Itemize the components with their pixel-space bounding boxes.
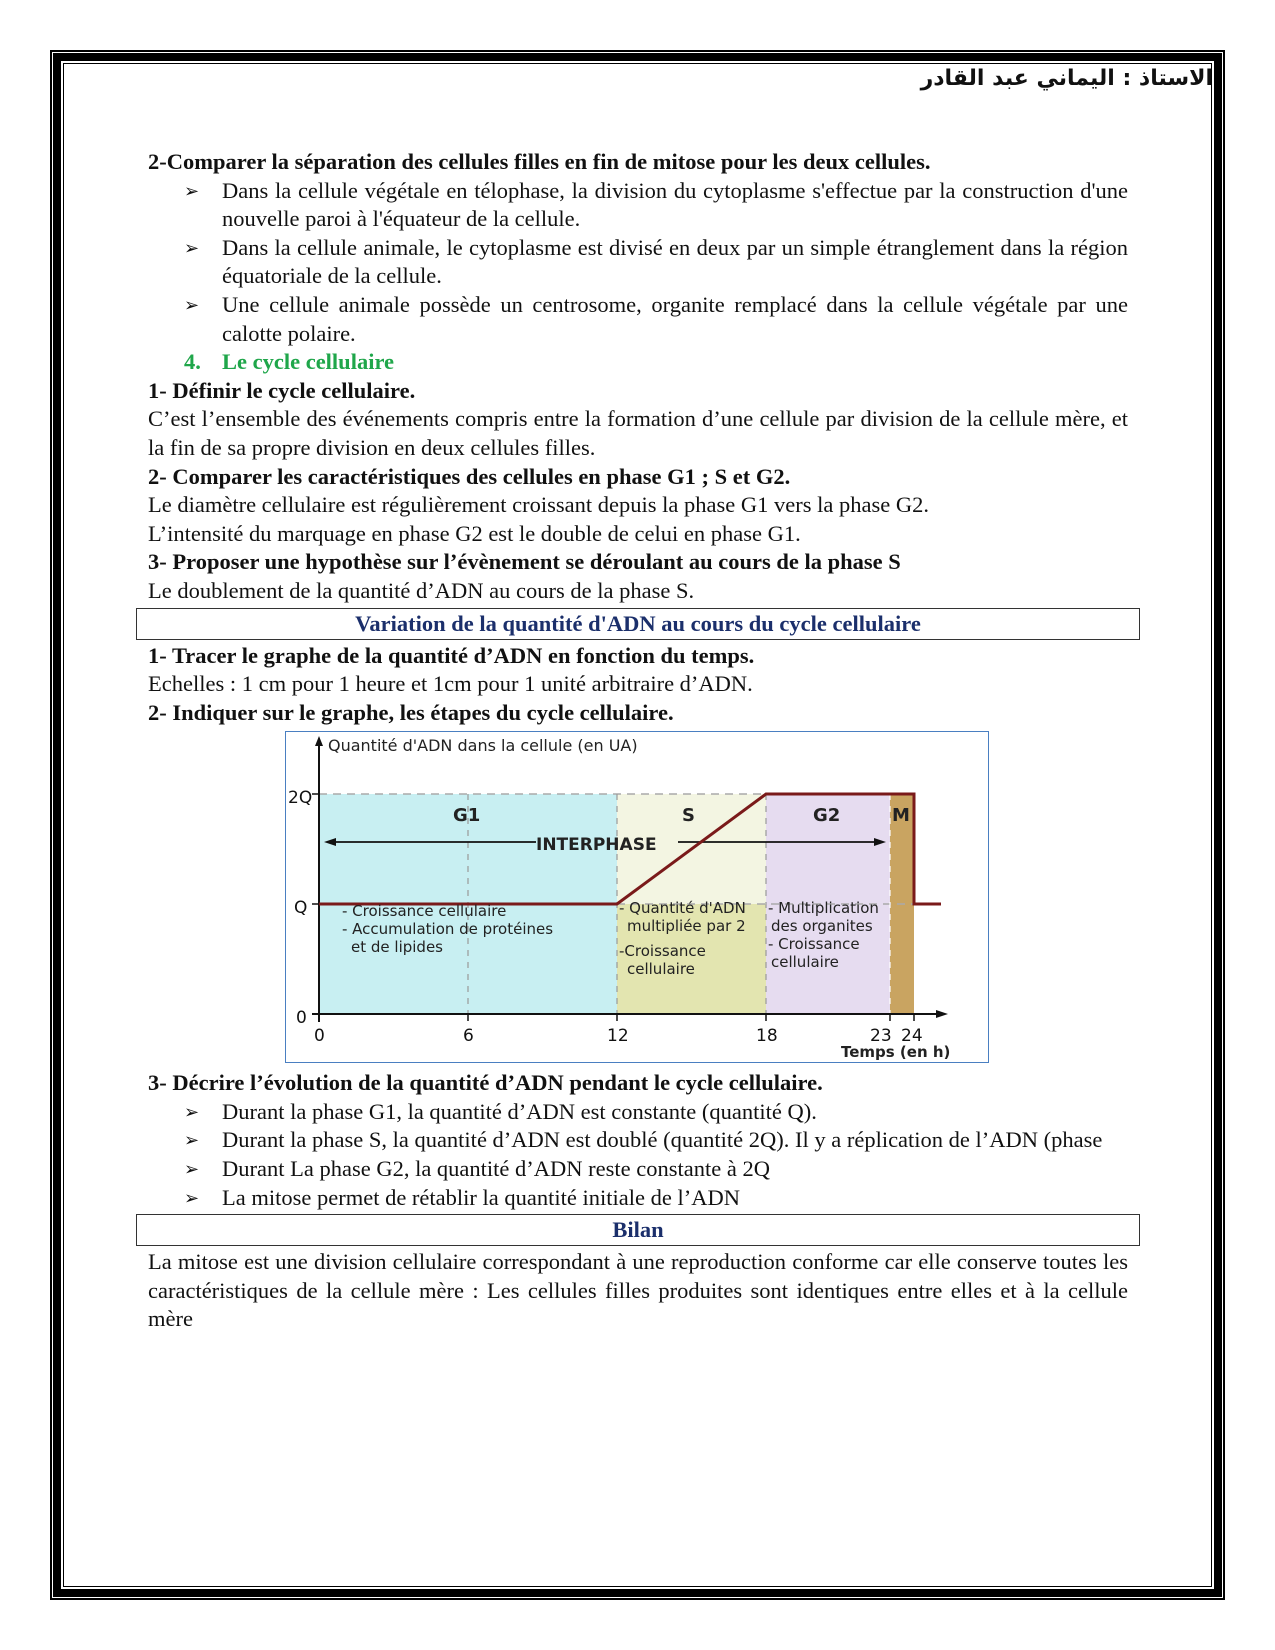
list-item: ➢ La mitose permet de rétablir la quantité initiale de l’ADN [222, 1184, 1112, 1213]
chart-x-axis-title: Temps (en h) [841, 1043, 951, 1062]
s-note-4: cellulaire [627, 960, 695, 979]
x-tick-18: 18 [756, 1026, 778, 1047]
arrow-bullet-icon: ➢ [184, 1130, 200, 1151]
x-tick-12: 12 [607, 1026, 629, 1047]
question-mitose: 2-Comparer la séparation des cellules filles en fin de mitose pour les deux cellules. [148, 149, 931, 174]
author-header: الاستاذ : اليماني عبد القادر [920, 66, 1213, 91]
list-item: ➢ Durant la phase S, la quantité d’ADN est doublé (quantité 2Q). Il y a réplication de l’ADN (phase [222, 1126, 1112, 1155]
g1-note-3: et de lipides [351, 938, 443, 957]
s-note-3: -Croissance [619, 942, 706, 961]
g1-note-2: - Accumulation de protéines [342, 920, 554, 939]
y-tick-0: 0 [296, 1008, 307, 1029]
answer-hypothese: Le doublement de la quantité d’ADN au cours de la phase S. [148, 577, 695, 603]
x-tick-0: 0 [314, 1026, 325, 1047]
question-tracer: 1- Tracer le graphe de la quantité d’ADN en fonction du temps. [148, 642, 755, 668]
answer-definir: C’est l’ensemble des événements compris entre la formation d’une cellule par division de la cellule mère, et la fin de sa propre division en deux cellules filles. [148, 406, 1128, 460]
interphase-label: INTERPHASE [536, 835, 657, 856]
s-note-1: - Quantité d'ADN [619, 899, 746, 918]
answer-comparer-1: Le diamètre cellulaire est régulièrement croissant depuis la phase G1 vers la phase G2. [148, 492, 929, 518]
arrow-bullet-icon: ➢ [184, 1159, 200, 1180]
phase-label-s: S [682, 805, 695, 827]
question-definir: 1- Définir le cycle cellulaire. [148, 377, 416, 403]
list-item: ➢ Dans la cellule végétale en télophase, la division du cytoplasme s'effectue par la construction d'une nouvelle paroi à l'équateur de la cellule. [184, 177, 1128, 232]
arrow-bullet-icon: ➢ [184, 1187, 200, 1208]
g2-note-2: des organites [771, 917, 873, 936]
answer-comparer-2: L’intensité du marquage en phase G2 est le double de celui en phase G1. [148, 520, 801, 546]
section-heading-cycle: 4. Le cycle cellulaire [184, 349, 395, 375]
arrow-bullet-icon: ➢ [184, 1101, 200, 1122]
question-hypothese: 3- Proposer une hypothèse sur l’évènement se déroulant au cours de la phase S [148, 549, 901, 575]
question-decrire: 3- Décrire l’évolution de la quantité d’ADN pendant le cycle cellulaire. [148, 1070, 823, 1096]
dna-chart-plot [286, 732, 990, 1064]
mitose-bullet-list [148, 177, 1128, 349]
answer-echelles: Echelles : 1 cm pour 1 heure et 1cm pour 1 unité arbitraire d’ADN. [148, 671, 753, 697]
list-item: ➢ Durant la phase G1, la quantité d’ADN est constante (quantité Q). [222, 1098, 1112, 1127]
section-box-bilan: Bilan [136, 1214, 1140, 1246]
document-body [148, 148, 1128, 1334]
y-tick-q: Q [294, 898, 308, 919]
x-tick-23: 23 [870, 1026, 892, 1047]
g2-note-1: - Multiplication [768, 899, 879, 918]
phase-label-m: M [892, 805, 910, 827]
arrow-bullet-icon: ➢ [184, 180, 200, 201]
x-tick-24: 24 [901, 1026, 923, 1047]
s-note-2: multipliée par 2 [627, 917, 746, 936]
g1-note-1: - Croissance cellulaire [342, 902, 507, 921]
chart-y-axis-title: Quantité d'ADN dans la cellule (en UA) [328, 736, 638, 756]
list-item: ➢ Durant La phase G2, la quantité d’ADN reste constante à 2Q [222, 1155, 1112, 1184]
bilan-text: La mitose est une division cellulaire correspondant à une reproduction conforme car elle conserve toutes les caractéristiques de la cellule mère : Les cellules filles produites sont identiques entre elles et à la cellule mère [148, 1249, 1128, 1332]
arrow-bullet-icon: ➢ [184, 294, 200, 315]
question-comparer: 2- Comparer les caractéristiques des cellules en phase G1 ; S et G2. [148, 463, 791, 489]
dna-chart [285, 731, 989, 1063]
list-item: ➢ Dans la cellule animale, le cytoplasme est divisé en deux par un simple étranglement dans la région équatoriale de la cellule. [184, 234, 1128, 289]
x-tick-6: 6 [463, 1026, 474, 1047]
section-box-variation: Variation de la quantité d'ADN au cours du cycle cellulaire [136, 608, 1140, 640]
question-indiquer: 2- Indiquer sur le graphe, les étapes du cycle cellulaire. [148, 699, 674, 725]
g2-note-4: cellulaire [771, 953, 839, 972]
phase-label-g1: G1 [453, 805, 481, 827]
arrow-bullet-icon: ➢ [184, 237, 200, 258]
evolution-bullet-list [148, 1098, 1112, 1212]
phase-label-g2: G2 [813, 805, 841, 827]
list-item: ➢ Une cellule animale possède un centrosome, organite remplacé dans la cellule végétale par une calotte polaire. [184, 291, 1128, 346]
y-tick-2q: 2Q [288, 788, 313, 809]
g2-note-3: - Croissance [768, 935, 860, 954]
